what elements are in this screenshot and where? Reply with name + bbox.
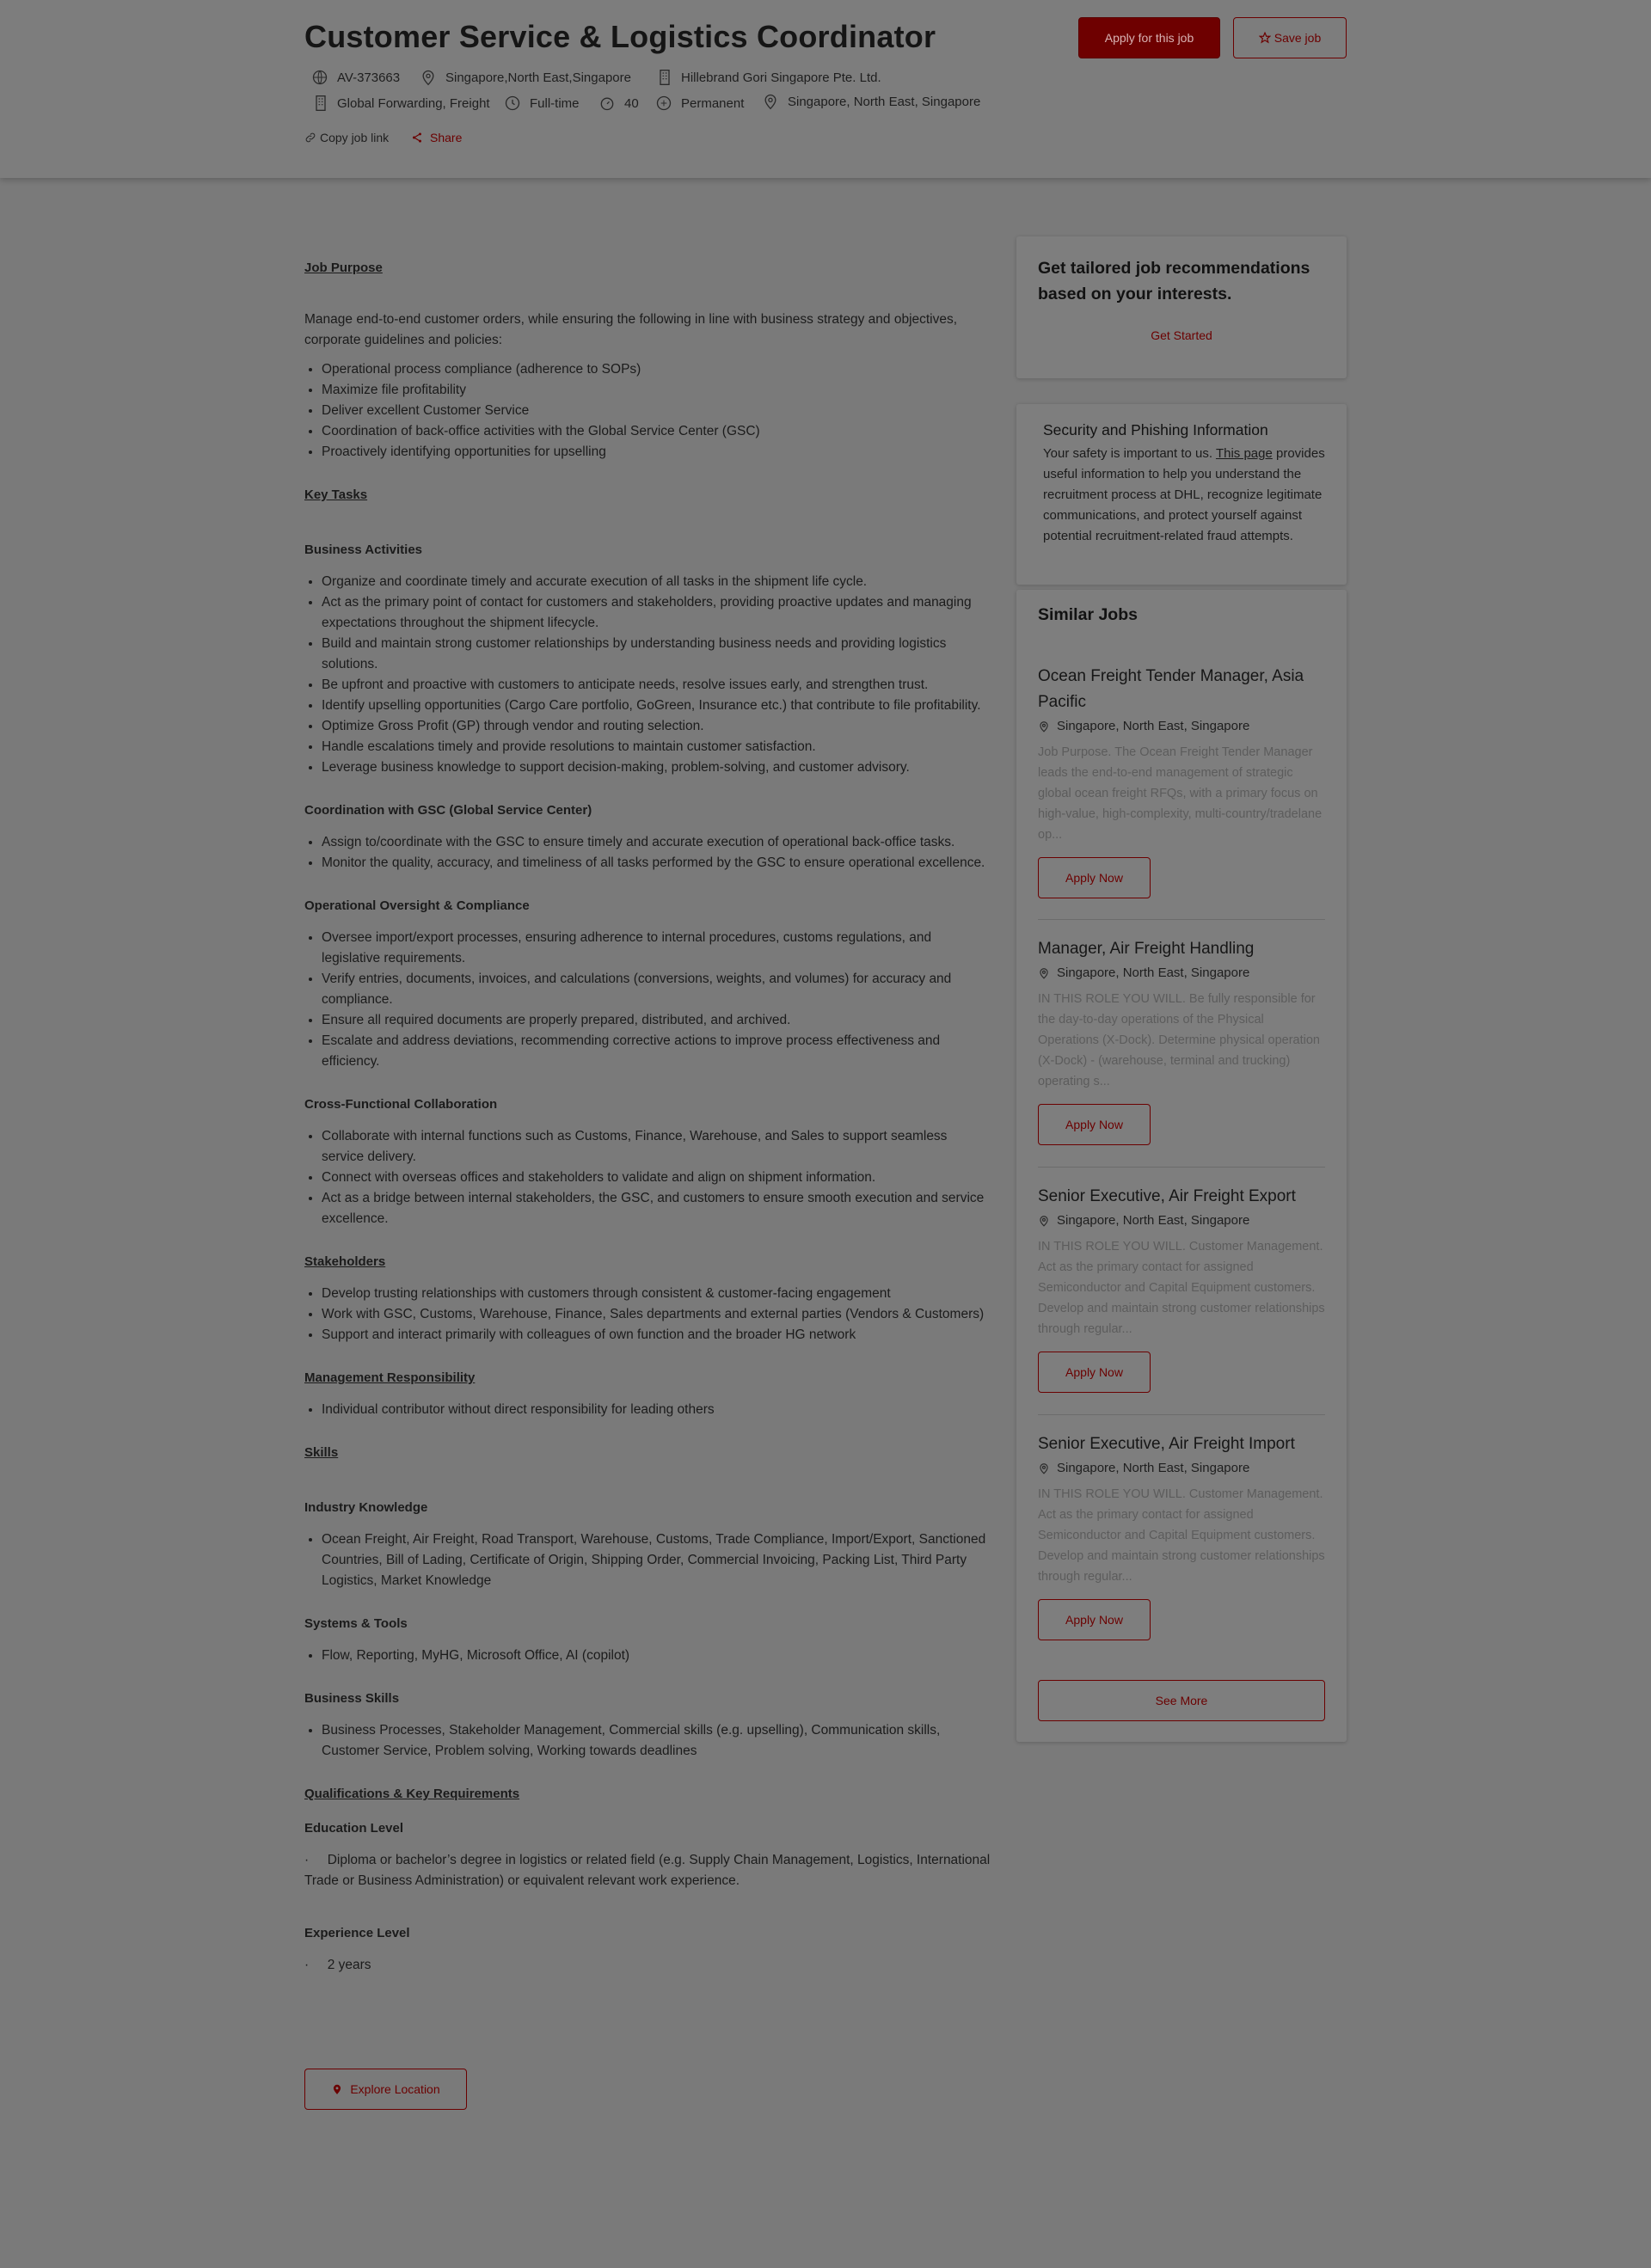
list-item: • Optimize Gross Profit (GP) through vendor and routing selection.: [322, 716, 992, 737]
save-job-label: Save job: [1274, 31, 1322, 45]
security-text: [1043, 444, 1327, 547]
meta-company: [657, 69, 881, 86]
apply-now-button[interactable]: Apply Now: [1038, 1104, 1151, 1145]
section-title-qualifications: Qualifications & Key Requirements: [304, 1787, 520, 1801]
list-item: • Escalate and address deviations, recommending corrective actions to improve process effectiveness and efficiency.: [322, 1031, 992, 1072]
similar-job-description: IN THIS ROLE YOU WILL. Be fully responsible for the day-to-day operations of the Physical Operations (X-Dock). Determine physical operation (X-Dock) - (warehouse, terminal and trucking) operating s...: [1038, 992, 1320, 1088]
similar-job-title[interactable]: Manager, Air Freight Handling: [1038, 940, 1255, 958]
building-icon: [313, 95, 328, 112]
location-full-text: Singapore, North East, Singapore: [788, 94, 981, 109]
similar-job-location: [1038, 719, 1325, 733]
subsection-title-industry: Industry Knowledge: [304, 1500, 428, 1515]
get-started-link[interactable]: Get Started: [1151, 328, 1212, 342]
similar-job-description: IN THIS ROLE YOU WILL. Customer Management. Act as the primary contact for assigned Semiconductor and Capital Equipment customers. Develop and maintain strong customer relationships through regular...: [1038, 1240, 1325, 1336]
meta-category: [313, 95, 490, 112]
oversight-list: [304, 928, 992, 1072]
list-item: • Collaborate with internal functions such as Customs, Finance, Warehouse, and Sales to support seamless service delivery.: [322, 1126, 992, 1168]
location-pin-icon: [1038, 1214, 1050, 1228]
list-item: • Organize and coordinate timely and accurate execution of all tasks in the shipment life cycle.: [322, 572, 992, 592]
meta-job-id: [311, 69, 400, 86]
security-page-link[interactable]: This page: [1215, 446, 1273, 461]
subsection-title-oversight: Operational Oversight & Compliance: [304, 898, 530, 913]
security-card: [1016, 404, 1347, 585]
subsection-title-business-activities: Business Activities: [304, 542, 422, 557]
similar-job-location: [1038, 1461, 1325, 1475]
location-short-text: Singapore,North East,Singapore: [445, 70, 631, 85]
explore-location-button[interactable]: [304, 2069, 467, 2110]
globe-icon: [311, 69, 328, 86]
similar-job-item: [1038, 664, 1325, 898]
explore-location-label: Explore Location: [350, 2082, 440, 2096]
list-item: • Flow, Reporting, MyHG, Microsoft Office, AI (copilot): [322, 1646, 992, 1666]
experience-text: · 2 years: [304, 1958, 371, 1972]
job-id-text: AV-373663: [337, 70, 401, 85]
location-pin-icon: [1038, 720, 1050, 733]
clock-icon: [504, 95, 521, 112]
save-job-button[interactable]: [1233, 17, 1347, 58]
similar-job-location-text: Singapore, North East, Singapore: [1057, 965, 1250, 980]
see-more-button[interactable]: See More: [1038, 1680, 1325, 1721]
divider: [1038, 1414, 1325, 1415]
location-pin-icon: [1038, 966, 1050, 980]
location-pin-icon: [1038, 1462, 1050, 1475]
star-icon: [1259, 32, 1271, 44]
list-item: • Deliver excellent Customer Service: [322, 401, 992, 421]
contract-icon: [655, 95, 672, 112]
contract-text: Permanent: [681, 95, 745, 111]
subsection-title-cross-functional: Cross-Functional Collaboration: [304, 1097, 498, 1112]
list-item: • Leverage business knowledge to support decision-making, problem-solving, and customer advisory.: [322, 757, 992, 778]
share-link[interactable]: [411, 131, 462, 144]
meta-contract: [655, 95, 744, 112]
job-purpose-intro: Manage end-to-end customer orders, while ensuring the following in line with business strategy and objectives, corporate guidelines and policies:: [304, 312, 958, 347]
systems-list: [304, 1646, 992, 1666]
similar-jobs-card: [1016, 590, 1347, 1742]
section-title-management: Management Responsibility: [304, 1370, 476, 1385]
security-text-body: provides useful information to help you understand the recruitment process at DHL, recognize legitimate communications, and protect yourself against potential recruitment-related fraud attempts.: [1043, 446, 1325, 543]
subsection-title-experience: Experience Level: [304, 1926, 410, 1940]
meta-hours: [598, 95, 639, 112]
similar-job-title[interactable]: Senior Executive, Air Freight Export: [1038, 1187, 1296, 1205]
management-list: [304, 1400, 992, 1420]
list-item: • Build and maintain strong customer relationships by understanding business needs and providing logistics solutions.: [322, 634, 992, 675]
share-label: Share: [430, 131, 463, 144]
copy-job-link[interactable]: [304, 131, 389, 144]
subsection-title-business-skills: Business Skills: [304, 1691, 400, 1706]
list-item: • Coordination of back-office activities with the Global Service Center (GSC): [322, 421, 992, 442]
copy-job-link-label: Copy job link: [320, 131, 390, 144]
similar-job-description: IN THIS ROLE YOU WILL. Customer Management. Act as the primary contact for assigned Semiconductor and Capital Equipment customers. Develop and maintain strong customer relationships through regular...: [1038, 1487, 1325, 1584]
link-icon: [304, 132, 316, 144]
meta-schedule: [504, 95, 580, 112]
list-item: • Proactively identifying opportunities for upselling: [322, 442, 992, 463]
hours-text: 40: [624, 95, 639, 111]
list-item: • Assign to/coordinate with the GSC to ensure timely and accurate execution of operational back-office tasks.: [322, 832, 992, 853]
list-item: • Connect with overseas offices and stakeholders to validate and align on shipment information.: [322, 1168, 992, 1188]
subsection-title-systems: Systems & Tools: [304, 1616, 408, 1631]
similar-job-location-text: Singapore, North East, Singapore: [1057, 1461, 1250, 1475]
divider: [1038, 919, 1325, 920]
security-title: Security and Phishing Information: [1043, 421, 1268, 438]
subsection-title-education: Education Level: [304, 1821, 404, 1836]
security-text-intro: Your safety is important to us.: [1043, 446, 1216, 461]
section-title-key-tasks: Key Tasks: [304, 487, 368, 502]
gsc-list: [304, 832, 992, 873]
list-item: • Work with GSC, Customs, Warehouse, Finance, Sales departments and external parties (Vendors & Customers): [322, 1304, 992, 1325]
list-item: • Act as a bridge between internal stakeholders, the GSC, and customers to ensure smooth execution and service excellence.: [322, 1188, 992, 1229]
similar-job-location: [1038, 1213, 1325, 1228]
location-pin-icon: [420, 69, 437, 86]
category-text: Global Forwarding, Freight: [337, 95, 490, 111]
divider: [1038, 1167, 1325, 1168]
job-header: [0, 0, 1651, 178]
share-icon: [411, 132, 423, 144]
similar-job-item: [1038, 1431, 1325, 1640]
list-item: • Operational process compliance (adherence to SOPs): [322, 359, 992, 380]
section-title-stakeholders: Stakeholders: [304, 1254, 386, 1269]
list-item: • Be upfront and proactive with customers to anticipate needs, resolve issues early, and strengthen trust.: [322, 675, 992, 696]
industry-list: [304, 1529, 992, 1591]
location-pin-icon: [331, 2083, 343, 2095]
building-icon: [657, 69, 672, 86]
list-item: • Handle escalations timely and provide resolutions to maintain customer satisfaction.: [322, 737, 992, 757]
similar-job-description: Job Purpose. The Ocean Freight Tender Manager leads the end-to-end management of strategic global ocean freight RFQs, with a primary focus on high-value, high-complexity, multi-country/tradelane op...: [1038, 745, 1323, 842]
similar-job-location: [1038, 965, 1325, 980]
similar-job-title[interactable]: Ocean Freight Tender Manager, Asia Pacific: [1038, 667, 1304, 711]
section-title-job-purpose: Job Purpose: [304, 261, 383, 275]
timer-icon: [598, 95, 616, 112]
meta-location-full: [762, 93, 980, 110]
company-text: Hillebrand Gori Singapore Pte. Ltd.: [681, 70, 881, 85]
apply-for-job-button[interactable]: Apply for this job: [1078, 17, 1220, 58]
apply-now-button[interactable]: Apply Now: [1038, 1599, 1151, 1640]
stakeholders-list: [304, 1284, 992, 1345]
similar-job-item: [1038, 1184, 1325, 1393]
recommendations-card: [1016, 236, 1347, 378]
location-pin-icon: [762, 93, 779, 110]
meta-location-short: [420, 69, 631, 86]
similar-jobs-title: Similar Jobs: [1038, 605, 1138, 624]
list-item: • Oversee import/export processes, ensuring adherence to internal procedures, customs regulations, and legislative requirements.: [322, 928, 992, 969]
list-item: • Develop trusting relationships with customers through consistent & customer-facing engagement: [322, 1284, 992, 1304]
similar-job-item: [1038, 936, 1325, 1145]
page-title: Customer Service & Logistics Coordinator: [304, 19, 936, 54]
cross-functional-list: [304, 1126, 992, 1229]
subsection-title-gsc: Coordination with GSC (Global Service Center): [304, 803, 592, 818]
list-item: • Support and interact primarily with colleagues of own function and the broader HG network: [322, 1325, 992, 1345]
list-item: • Business Processes, Stakeholder Management, Commercial skills (e.g. upselling), Communication skills, Customer Service, Problem solving, Working towards deadlines: [322, 1720, 992, 1762]
job-description: [304, 258, 992, 1976]
list-item: • Monitor the quality, accuracy, and timeliness of all tasks performed by the GSC to ensure operational excellence.: [322, 853, 992, 873]
similar-job-location-text: Singapore, North East, Singapore: [1057, 1213, 1250, 1228]
similar-job-location-text: Singapore, North East, Singapore: [1057, 719, 1250, 733]
business-activities-list: [304, 572, 992, 778]
list-item: • Individual contributor without direct responsibility for leading others: [322, 1400, 992, 1420]
list-item: • Verify entries, documents, invoices, and calculations (conversions, weights, and volumes) for accuracy and compliance.: [322, 969, 992, 1010]
apply-now-button[interactable]: Apply Now: [1038, 857, 1151, 898]
similar-job-title[interactable]: Senior Executive, Air Freight Import: [1038, 1435, 1295, 1453]
recommendations-title: Get tailored job recommendations based on your interests.: [1038, 259, 1310, 303]
business-skills-list: [304, 1720, 992, 1762]
education-text: · Diploma or bachelor’s degree in logistics or related field (e.g. Supply Chain Management, Logistics, International Trade or Business Administration) or equivalent relevant work experience.: [304, 1853, 994, 1888]
apply-now-button[interactable]: Apply Now: [1038, 1352, 1151, 1393]
list-item: • Identify upselling opportunities (Cargo Care portfolio, GoGreen, Insurance etc.) that contribute to file profitability.: [322, 696, 992, 716]
list-item: • Act as the primary point of contact for customers and stakeholders, providing proactive updates and managing expectations throughout the shipment lifecycle.: [322, 592, 992, 634]
list-item: • Ocean Freight, Air Freight, Road Transport, Warehouse, Customs, Trade Compliance, Import/Export, Sanctioned Countries, Bill of Lading, Certificate of Origin, Shipping Order, Commercial Invoicing, Packing List, Third Party Logistics, Market Knowledge: [322, 1529, 992, 1591]
list-item: • Ensure all required documents are properly prepared, distributed, and archived.: [322, 1010, 992, 1031]
list-item: • Maximize file profitability: [322, 380, 992, 401]
schedule-text: Full-time: [530, 95, 580, 111]
job-purpose-list: [304, 359, 992, 463]
section-title-skills: Skills: [304, 1445, 339, 1460]
